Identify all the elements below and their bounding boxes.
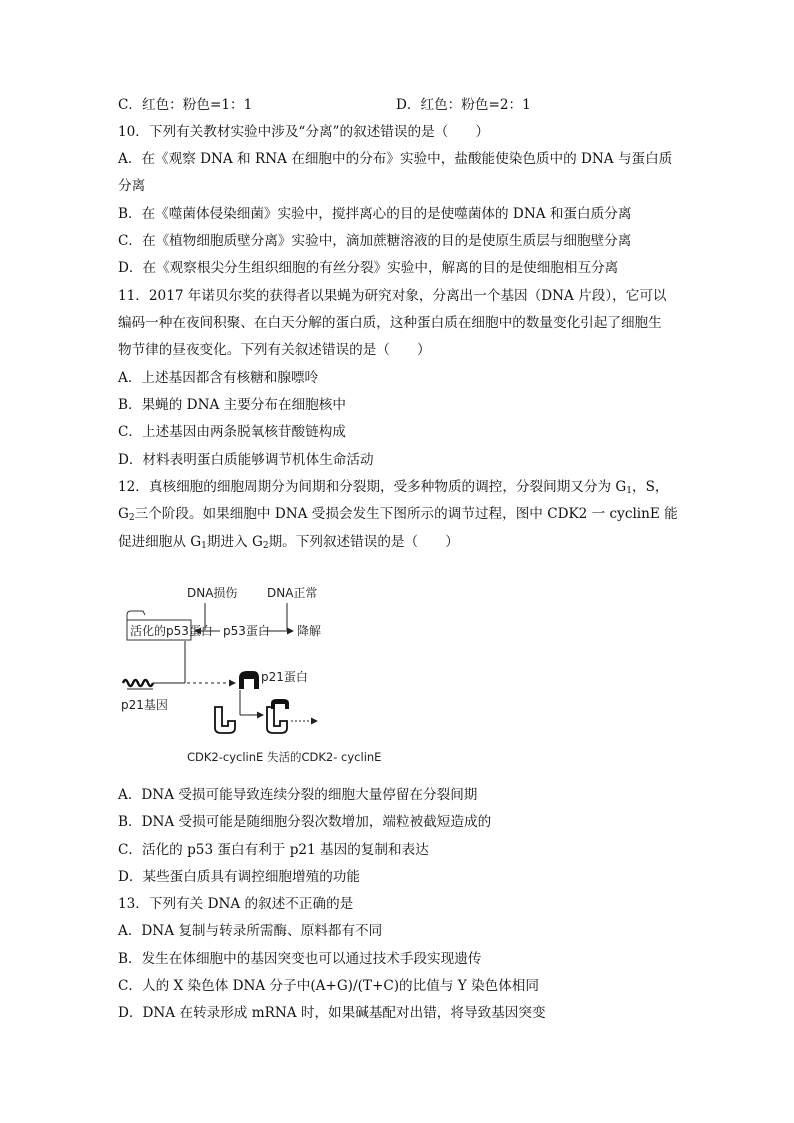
activated-p53-label: 活化的p53蛋白 xyxy=(130,624,213,638)
q13-option-c: C．人的 X 染色体 DNA 分子中(A+G)/(T+C)的比值与 Y 染色体相同 xyxy=(118,978,539,994)
p21-gene-helix-icon xyxy=(123,680,153,686)
dna-normal-label: DNA正常 xyxy=(267,586,318,600)
degradation-label: 降解 xyxy=(297,624,322,638)
dna-damage-label: DNA损伤 xyxy=(187,586,238,600)
q10-option-d: D．在《观察根尖分生组织细胞的有丝分裂》实验中，解离的目的是使细胞相互分离 xyxy=(118,260,619,276)
cdk2-cyclinE-label: CDK2-cyclinE xyxy=(187,750,264,764)
bound-p21-icon xyxy=(271,699,289,709)
q10-option-c: C．在《植物细胞质壁分离》实验中，滴加蔗糖溶液的目的是使原生质层与细胞壁分离 xyxy=(118,233,632,249)
q12-option-d: D．某些蛋白质具有调控细胞增殖的功能 xyxy=(118,869,360,885)
q9-option-c: C．红色：粉色=1：1 xyxy=(118,97,253,113)
q11-stem-line1: 11．2017 年诺贝尔奖的获得者以果蝇为研究对象，分离出一个基因（DNA 片段），它可以 xyxy=(118,288,667,304)
q13-option-d: D．DNA 在转录形成 mRNA 时，如果碱基配对出错，将导致基因突变 xyxy=(118,1005,546,1021)
q10-option-a-line2: 分离 xyxy=(118,178,146,194)
q12-option-c: C．活化的 p53 蛋白有利于 p21 基因的复制和表达 xyxy=(118,842,429,858)
q13-option-a: A．DNA 复制与转录所需酶、原料都有不同 xyxy=(118,923,383,939)
q12-stem-line3: 促进细胞从 $G_1$期进入 $G_2$期。下列叙述错误的是（ ） xyxy=(118,534,459,551)
q12-stem-line1: 12．真核细胞的细胞周期分为间期和分裂期，受多种物质的调控，分裂间期又分为 $G_1$，S， xyxy=(118,479,669,496)
q11-stem-line3: 物节律的昼夜变化。下列有关叙述错误的是（ ） xyxy=(118,342,431,358)
inactive-cdk2-label: 失活的CDK2- cyclinE xyxy=(267,750,382,764)
q13-stem: 13．下列有关 DNA 的叙述不正确的是 xyxy=(118,896,354,912)
q10-option-b: B．在《噬菌体侵染细菌》实验中，搅拌离心的目的是使噬菌体的 DNA 和蛋白质分离 xyxy=(118,206,632,222)
q10-option-a-line1: A．在《观察 DNA 和 RNA 在细胞中的分布》实验中，盐酸能使染色质中的 DNA 与蛋白质 xyxy=(118,151,673,167)
p53-label: p53蛋白 xyxy=(223,624,270,638)
q11-stem-line2: 编码一种在夜间积聚、在白天分解的蛋白质，这种蛋白质在细胞中的数量变化引起了细胞生 xyxy=(118,315,662,331)
cdk2-cyclinE-icon xyxy=(215,707,235,733)
p21-protein-icon xyxy=(239,671,259,689)
q10-stem: 10．下列有关教材实验中涉及“分离”的叙述错误的是（ ） xyxy=(118,124,490,140)
q12-option-b: B．DNA 受损可能是随细胞分裂次数增加，端粒被截短造成的 xyxy=(118,814,492,830)
cell-cycle-regulation-diagram xyxy=(115,575,382,775)
q11-option-a: A．上述基因都含有核糖和腺嘌呤 xyxy=(118,370,319,386)
inactive-cdk2-complex-icon xyxy=(267,707,287,733)
p21-gene-label: p21基因 xyxy=(121,698,168,712)
q12-stem-line2: $G_2$三个阶段。如果细胞中 DNA 受损会发生下图所示的调节过程，图中 CDK2 一 cyclinE 能 xyxy=(118,506,678,523)
q11-option-d: D．材料表明蛋白质能够调节机体生命活动 xyxy=(118,452,374,468)
q11-option-c: C．上述基因由两条脱氧核苷酸链构成 xyxy=(118,424,346,440)
q9-option-d: D．红色：粉色=2：1 xyxy=(396,97,531,113)
q11-option-b: B．果蝇的 DNA 主要分布在细胞核中 xyxy=(118,397,346,413)
p21-protein-label: p21蛋白 xyxy=(261,670,308,684)
q13-option-b: B．发生在体细胞中的基因突变也可以通过技术手段实现遗传 xyxy=(118,951,482,967)
q12-option-a: A．DNA 受损可能导致连续分裂的细胞大量停留在分裂间期 xyxy=(118,787,478,803)
